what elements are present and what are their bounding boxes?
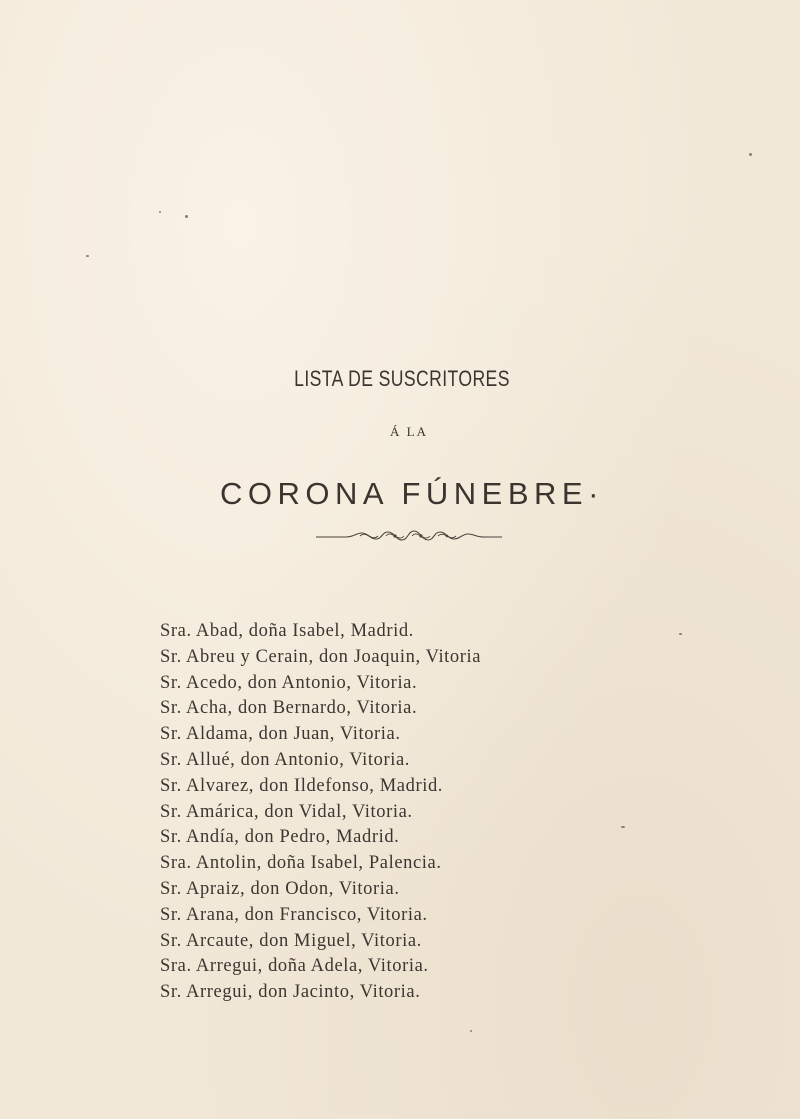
subscriber-entry: Sr. Amárica, don Vidal, Vitoria.: [160, 801, 413, 822]
page-headline: CORONA FÚNEBRE·: [220, 476, 604, 511]
paper-speck: [159, 211, 161, 213]
subscriber-list: [160, 619, 481, 1006]
subscriber-entry: Sra. Antolin, doña Isabel, Palencia.: [160, 853, 442, 874]
page-title: LISTA DE SUSCRITORES: [294, 366, 510, 391]
subscriber-entry: Sr. Arana, don Francisco, Vitoria.: [160, 904, 428, 925]
page-subtitle: Á LA: [390, 424, 428, 439]
paper-speck: [679, 633, 682, 635]
paper-speck: [86, 255, 89, 257]
subscriber-entry: Sra. Arregui, doña Adela, Vitoria.: [160, 956, 429, 977]
subscriber-entry: Sr. Andía, don Pedro, Madrid.: [160, 827, 400, 848]
decorative-divider-icon: [316, 528, 502, 544]
subscriber-entry: Sr. Alvarez, don Ildefonso, Madrid.: [160, 775, 444, 796]
paper-speck: [749, 153, 752, 156]
subscriber-entry: Sr. Allué, don Antonio, Vitoria.: [160, 749, 411, 770]
subscriber-entry: Sr. Acha, don Bernardo, Vitoria.: [160, 698, 418, 719]
paper-speck: [621, 826, 625, 828]
subscriber-entry: Sr. Arcaute, don Miguel, Vitoria.: [160, 930, 422, 951]
subscriber-entry: Sr. Abreu y Cerain, don Joaquin, Vitoria: [160, 646, 482, 667]
paper-speck: [185, 215, 188, 218]
subscriber-entry: Sr. Acedo, don Antonio, Vitoria.: [160, 672, 418, 693]
subscriber-entry: Sr. Aldama, don Juan, Vitoria.: [160, 724, 401, 745]
subscriber-entry: Sra. Abad, doña Isabel, Madrid.: [160, 621, 414, 641]
subscriber-entry: Sr. Apraiz, don Odon, Vitoria.: [160, 878, 400, 899]
paper-speck: [470, 1030, 472, 1032]
subscriber-entry: Sr. Arregui, don Jacinto, Vitoria.: [160, 982, 421, 1003]
